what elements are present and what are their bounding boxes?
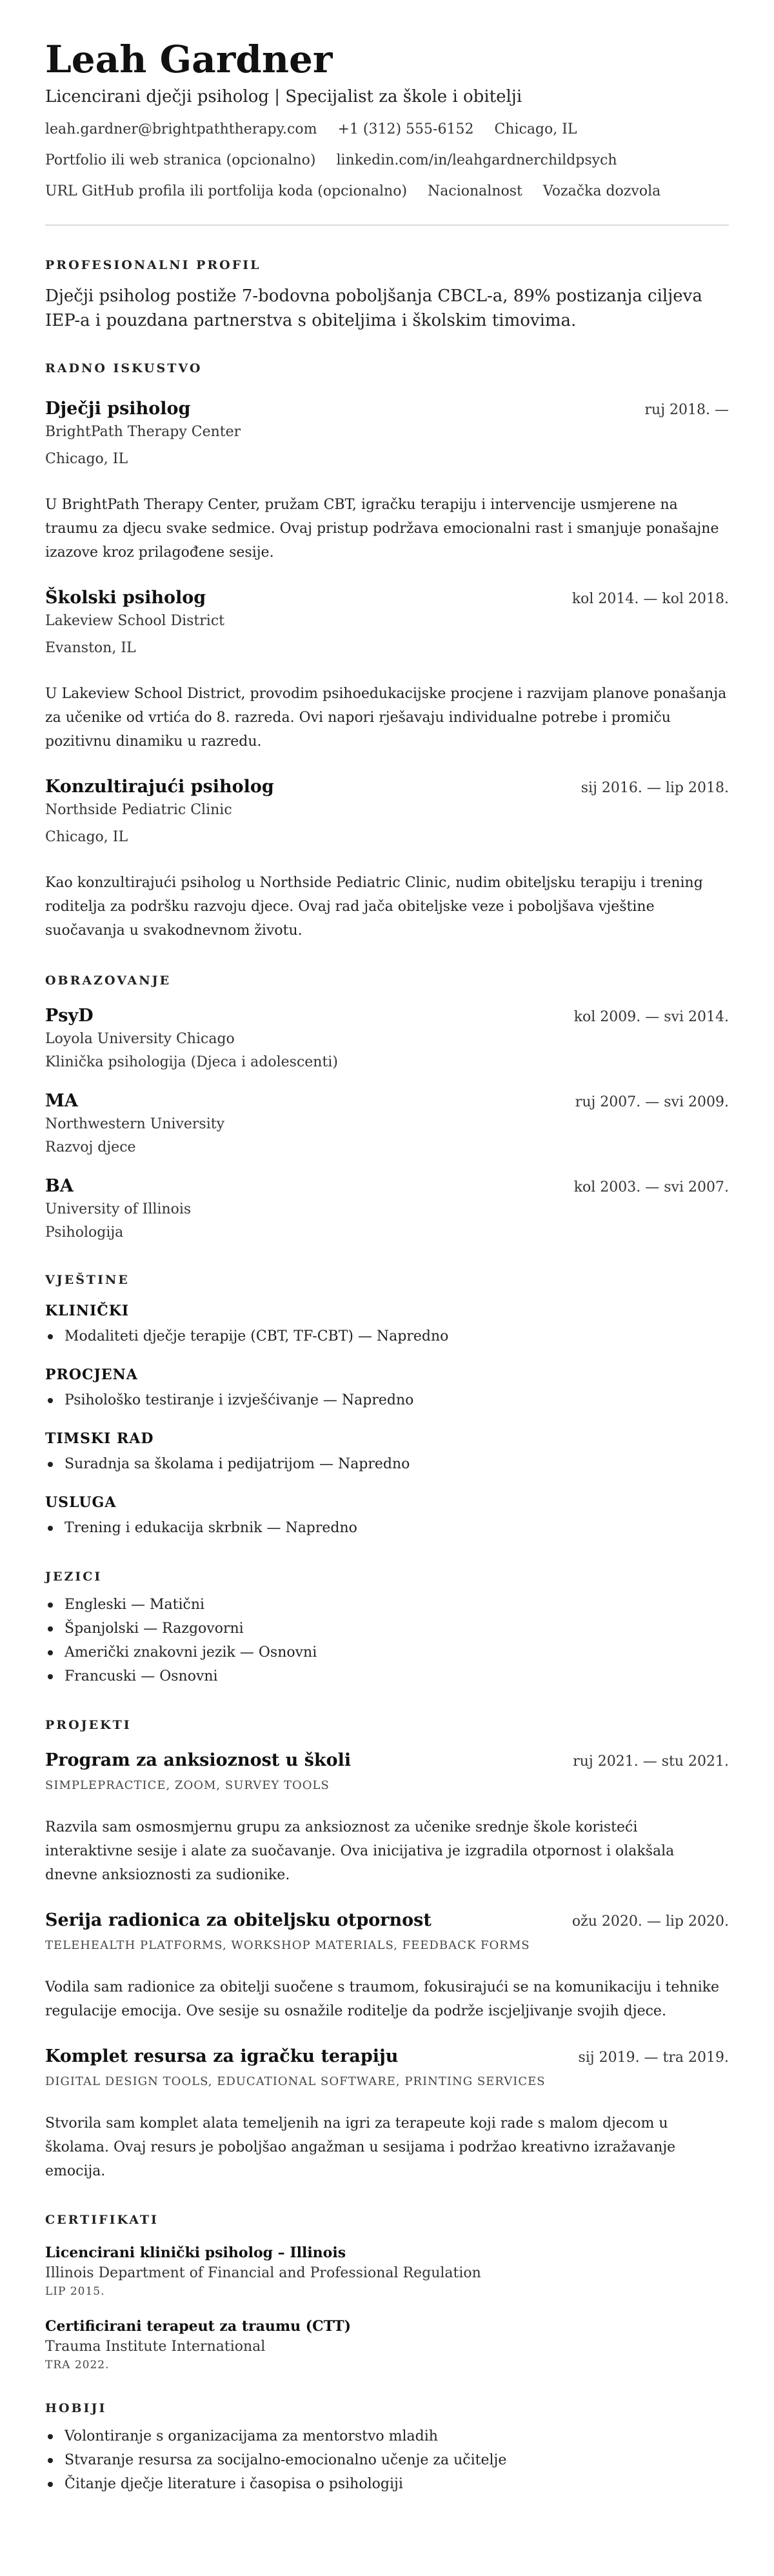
job-title: Konzultirajući psiholog (45, 777, 274, 797)
job-title: Školski psiholog (45, 588, 206, 608)
linkedin-link[interactable]: linkedin.com/in/leahgardnerchildpsych (336, 152, 617, 168)
nationality-text: Nacionalnost (428, 183, 522, 199)
section-title: OBRAZOVANJE (45, 973, 172, 988)
field-of-study: Klinička psihologija (Djeca i adolescenti) (45, 1054, 338, 1070)
section-title: CERTIFIKATI (45, 2213, 159, 2227)
hobby-list (45, 2424, 729, 2496)
hobby-item: Volontiranje s organizacijama za mentorstvo mladih (45, 2424, 729, 2448)
skill-category: TIMSKI RAD (45, 1430, 154, 1447)
project-tools: DIGITAL DESIGN TOOLS, EDUCATIONAL SOFTWARE, PRINTING SERVICES (45, 2075, 546, 2088)
project-name: Program za anksioznost u školi (45, 1750, 352, 1770)
languages-section (45, 1570, 729, 1688)
section-title: PROFESIONALNI PROFIL (45, 258, 261, 272)
certificate-entry (45, 2242, 729, 2298)
field-of-study: Razvoj djece (45, 1139, 136, 1155)
profile-summary: Dječji psiholog postiže 7-bodovna poboljšanja CBCL-a, 89% postizanja ciljeva IEP-a i pouzdana partnerstva s obiteljima i školskim timovima. (45, 286, 702, 330)
contact-row-extra (45, 182, 729, 201)
experience-section (45, 361, 729, 943)
certificate-name: Licencirani klinički psiholog – Illinois (45, 2244, 346, 2261)
degree: MA (45, 1091, 78, 1111)
school-name: Northwestern University (45, 1116, 225, 1132)
certificate-issuer: Trauma Institute International (45, 2339, 266, 2355)
job-dates: ruj 2018. — (644, 402, 729, 418)
school-name: University of Illinois (45, 1201, 192, 1217)
job-description: U Lakeview School District, provodim psihoedukacijske procjene i razvijam planove ponašanja za učenike od vrtića do 8. razreda. Ovi napori rješavaju individualne potrebe i promiču pozitivnu dinamiku u razredu. (45, 686, 727, 750)
skill-list (45, 1516, 729, 1540)
education-entry (45, 1175, 729, 1243)
section-title: VJEŠTINE (45, 1273, 130, 1287)
certificates-section (45, 2213, 729, 2371)
certificate-date: TRA 2022. (45, 2359, 110, 2371)
school-name: Loyola University Chicago (45, 1031, 235, 1047)
profile-section (45, 258, 729, 333)
experience-entry (45, 586, 729, 754)
company-name: Lakeview School District (45, 613, 224, 629)
company-name: BrightPath Therapy Center (45, 424, 241, 440)
skill-item: Trening i edukacija skrbnik — Napredno (45, 1516, 729, 1540)
hobby-item: Stvaranje resursa za socijalno-emocionalno učenje za učitelje (45, 2448, 729, 2472)
education-dates: ruj 2007. — svi 2009. (575, 1094, 729, 1110)
job-dates: kol 2014. — kol 2018. (571, 591, 729, 607)
degree: BA (45, 1176, 74, 1196)
license-text: Vozačka dozvola (542, 183, 661, 199)
skill-item: Modaliteti dječje terapije (CBT, TF-CBT) — Napredno (45, 1324, 729, 1348)
header-divider (45, 225, 729, 226)
project-dates: ožu 2020. — lip 2020. (571, 1913, 729, 1930)
project-name: Komplet resursa za igračku terapiju (45, 2046, 399, 2066)
job-location: Chicago, IL (45, 451, 128, 467)
language-item: Engleski — Matični (45, 1593, 729, 1617)
projects-section (45, 1718, 729, 2183)
language-item: Španjolski — Razgovorni (45, 1617, 729, 1641)
project-description: Razvila sam osmosmjernu grupu za anksioznost za učenike srednje škole koristeći interaktivne sesije i alate za suočavanje. Ova inicijativa je izgradila otpornost i olakšala dnevne anksioznosti za sudionike. (45, 1819, 675, 1883)
certificate-issuer: Illinois Department of Financial and Professional Regulation (45, 2265, 481, 2281)
language-list (45, 1593, 729, 1688)
job-description: U BrightPath Therapy Center, pružam CBT, igračku terapiju i intervencije usmjerene na traumu za djecu svake sedmice. Ovaj pristup podržava emocionalni rast i smanjuje ponašajne izazove kroz prilagođene sesije. (45, 497, 719, 561)
skill-category: KLINIČKI (45, 1303, 130, 1319)
skill-list (45, 1324, 729, 1348)
project-tools: SIMPLEPRACTICE, ZOOM, SURVEY TOOLS (45, 1779, 330, 1792)
education-section (45, 973, 729, 1243)
project-entry (45, 1909, 729, 2023)
resume-header (45, 36, 729, 201)
skill-category: PROCJENA (45, 1366, 138, 1383)
job-title: Dječji psiholog (45, 399, 191, 419)
hobbies-section (45, 2401, 729, 2496)
education-dates: kol 2003. — svi 2007. (573, 1179, 729, 1195)
section-title: HOBIJI (45, 2401, 107, 2415)
certificate-name: Certificirani terapeut za traumu (CTT) (45, 2318, 352, 2335)
project-dates: ruj 2021. — stu 2021. (573, 1753, 729, 1770)
section-title: JEZICI (45, 1570, 103, 1584)
section-title: PROJEKTI (45, 1718, 132, 1732)
education-dates: kol 2009. — svi 2014. (573, 1009, 729, 1025)
section-title: RADNO ISKUSTVO (45, 361, 203, 375)
language-item: Američki znakovni jezik — Osnovni (45, 1641, 729, 1664)
project-name: Serija radionica za obiteljsku otpornost (45, 1910, 432, 1930)
degree: PsyD (45, 1006, 94, 1026)
github-link[interactable]: URL GitHub profila ili portfolija koda (opcionalno) (45, 183, 408, 199)
company-name: Northside Pediatric Clinic (45, 802, 232, 818)
contact-row-links (45, 151, 729, 170)
experience-entry (45, 397, 729, 564)
project-description: Stvorila sam komplet alata temeljenih na igri za terapeute koji rade s malom djecom u školama. Ovaj resurs je poboljšao angažman u sesijama i podržao kreativno izražavanje emocija. (45, 2115, 676, 2179)
education-entry (45, 1090, 729, 1158)
project-entry (45, 2045, 729, 2183)
job-description: Kao konzultirajući psiholog u Northside Pediatric Clinic, nudim obiteljsku terapiju i trening roditelja za podršku razvoju djece. Ovaj rad jača obiteljske veze i poboljšava vještine suočavanja u svakodnevnom životu. (45, 875, 703, 939)
project-dates: sij 2019. — tra 2019. (578, 2050, 729, 2066)
language-item: Francuski — Osnovni (45, 1664, 729, 1688)
experience-entry (45, 775, 729, 943)
skill-item: Psihološko testiranje i izvješćivanje — Napredno (45, 1388, 729, 1412)
phone-number[interactable]: +1 (312) 555-6152 (337, 121, 474, 137)
skill-list (45, 1388, 729, 1412)
hobby-item: Čitanje dječje literature i časopisa o psihologiji (45, 2472, 729, 2496)
portfolio-link[interactable]: Portfolio ili web stranica (opcionalno) (45, 152, 316, 168)
candidate-name: Leah Gardner (45, 37, 333, 81)
skills-section (45, 1273, 729, 1540)
project-tools: TELEHEALTH PLATFORMS, WORKSHOP MATERIALS, FEEDBACK FORMS (45, 1939, 530, 1952)
skill-item: Suradnja sa školama i pedijatrijom — Napredno (45, 1452, 729, 1476)
contact-row-primary (45, 120, 729, 139)
project-description: Vodila sam radionice za obitelji suočene s traumom, fokusirajući se na komunikaciju i tehnike regulacije emocija. Ove sesije su osnažile roditelje da podrže iscjeljivanje svojih djece. (45, 1979, 720, 2019)
skill-category: USLUGA (45, 1494, 117, 1511)
certificate-date: LIP 2015. (45, 2285, 105, 2298)
email-link[interactable]: leah.gardner@brightpaththerapy.com (45, 121, 317, 137)
headline: Licencirani dječji psiholog | Specijalist za škole i obitelji (45, 87, 522, 106)
certificate-entry (45, 2316, 729, 2371)
job-dates: sij 2016. — lip 2018. (580, 780, 729, 796)
location-text: Chicago, IL (494, 121, 577, 137)
job-location: Chicago, IL (45, 829, 128, 845)
field-of-study: Psihologija (45, 1224, 124, 1241)
skill-list (45, 1452, 729, 1476)
education-entry (45, 1004, 729, 1073)
job-location: Evanston, IL (45, 640, 136, 656)
project-entry (45, 1749, 729, 1887)
